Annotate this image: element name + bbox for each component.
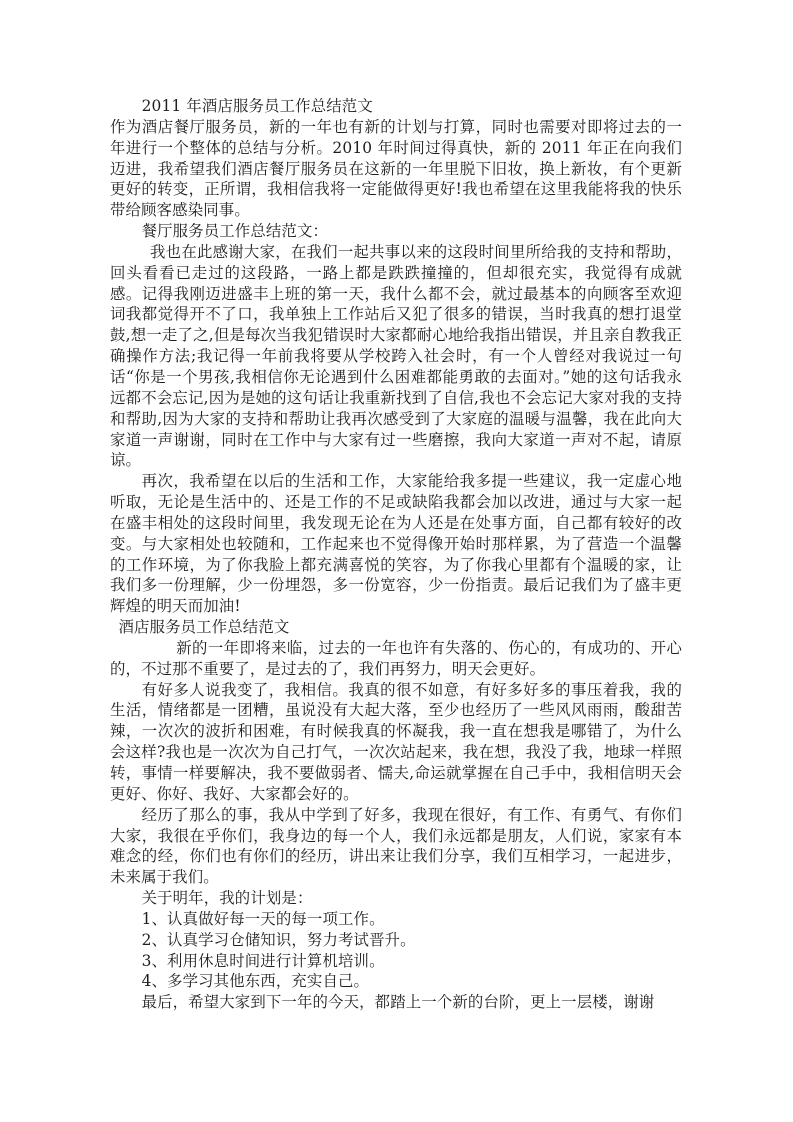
closing-paragraph: 最后，希望大家到下一年的今天，都踏上一个新的台阶，更上一层楼，谢谢 — [141, 993, 655, 1012]
plan-item-1: 1、认真做好每一天的每一项工作。 — [141, 909, 385, 928]
doc-title: 2011 年酒店服务员工作总结范文 — [141, 97, 373, 115]
changed-paragraph: 有好多人说我变了，我相信。我真的很不如意，有好多好多的事压着我，我的生活，情绪都是一团糟，虽说没有大起大落，至少也经历了一些风风雨雨，酸甜苦辣，一次次的波折和困难，有时候我真的怀凝我，我一直在想我是哪错了，为什么会这样?我也是一次次为自己打气，一次次站起来，我在想，我没了我，地球一样照转，事情一样要解决，我不要做弱者、懦夫,命运就掌握在自己手中，我相信明天会更好、你好、我好、大家都会好的。 — [110, 680, 682, 803]
plan-item-3: 3、利用休息时间进行计算机培训。 — [141, 951, 385, 970]
thanks-paragraph: 我也在此感谢大家，在我们一起共事以来的这段时间里所给我的支持和帮助，回头看看已走过的这段路，一路上都是跌跌撞撞的，但却很充实，我觉得有成就感。记得我刚迈进盛丰上班的第一天，我什么都不会，就过最基本的向顾客至欢迎词我都觉得开不了口，我单独上工作站后又犯了很多的错误，当时我真的想打退堂鼓,想一走了之,但是每次当我犯错误时大家都耐心地给我指出错误，并且亲自教我正确操作方法;我记得一年前我将要从学校跨入社会时，有一个人曾经对我说过一句话“你是一个男孩,我相信你无论遇到什么困难都能勇敢的去面对。”她的这句话我永远都不会忘记,因为是她的这句话让我重新找到了自信,我也不会忘记大家对我的支持和帮助,因为大家的支持和帮助让我再次感受到了大家庭的温暖与温馨，我在此向大家道一声谢谢，同时在工作中与大家有过一些磨擦，我向大家道一声对不起，请原谅。 — [110, 242, 682, 470]
suggestions-paragraph: 再次，我希望在以后的生活和工作，大家能给我多提一些建议，我一定虚心地听取，无论是生活中的、还是工作的不足或缺陷我都会加以改进，通过与大家一起在盛丰相处的这段时间里，我发现无论在为人还是在处事方面，自己都有较好的改变。与大家相处也较随和，工作起来也不觉得像开始时那样累，为了营造一个温馨的工作环境，为了你我脸上都充满喜悦的笑容，为了你我心里都有个温暖的家，让我们多一份理解，少一份埋怨，多一份宽容，少一份指责。最后记我们为了盛丰更辉煌的明天而加油! — [110, 472, 682, 616]
plan-item-2: 2、认真学习仓储知识，努力考试晋升。 — [141, 930, 416, 949]
plan-intro: 关于明年，我的计划是： — [141, 889, 313, 908]
experience-paragraph: 经历了那么的事，我从中学到了好多，我现在很好，有工作、有勇气、有你们大家，我很在乎你们，我身边的每一个人，我们永远都是朋友，人们说，家家有本难念的经，你们也有你们的经历，讲出来让我们分享，我们互相学习，一起进步，未来属于我们。 — [110, 805, 682, 887]
intro-paragraph: 作为酒店餐厅服务员，新的一年也有新的计划与打算，同时也需要对即将过去的一年进行一个整体的总结与分析。2010 年时间过得真快，新的 2011 年正在向我们迈进，我希望我们酒店餐厅服务员在这新的一年里脱下旧妆，换上新妆，有个更新更好的转变，正所谓，我相信我将一定能做得更好!我也希望在这里我能将我的快乐带给顾客感染同事。 — [110, 117, 682, 220]
section-heading-restaurant: 餐厅服务员工作总结范文： — [141, 222, 329, 241]
plan-item-4: 4、多学习其他东西，充实自己。 — [141, 972, 370, 991]
new-year-paragraph: 新的一年即将来临，过去的一年也许有失落的、伤心的，有成功的、开心的，不过那不重要了，是过去的了，我们再努力，明天会更好。 — [110, 638, 682, 678]
document-text-body — [110, 96, 682, 1013]
section-heading-hotel: 酒店服务员工作总结范文 — [118, 618, 290, 637]
